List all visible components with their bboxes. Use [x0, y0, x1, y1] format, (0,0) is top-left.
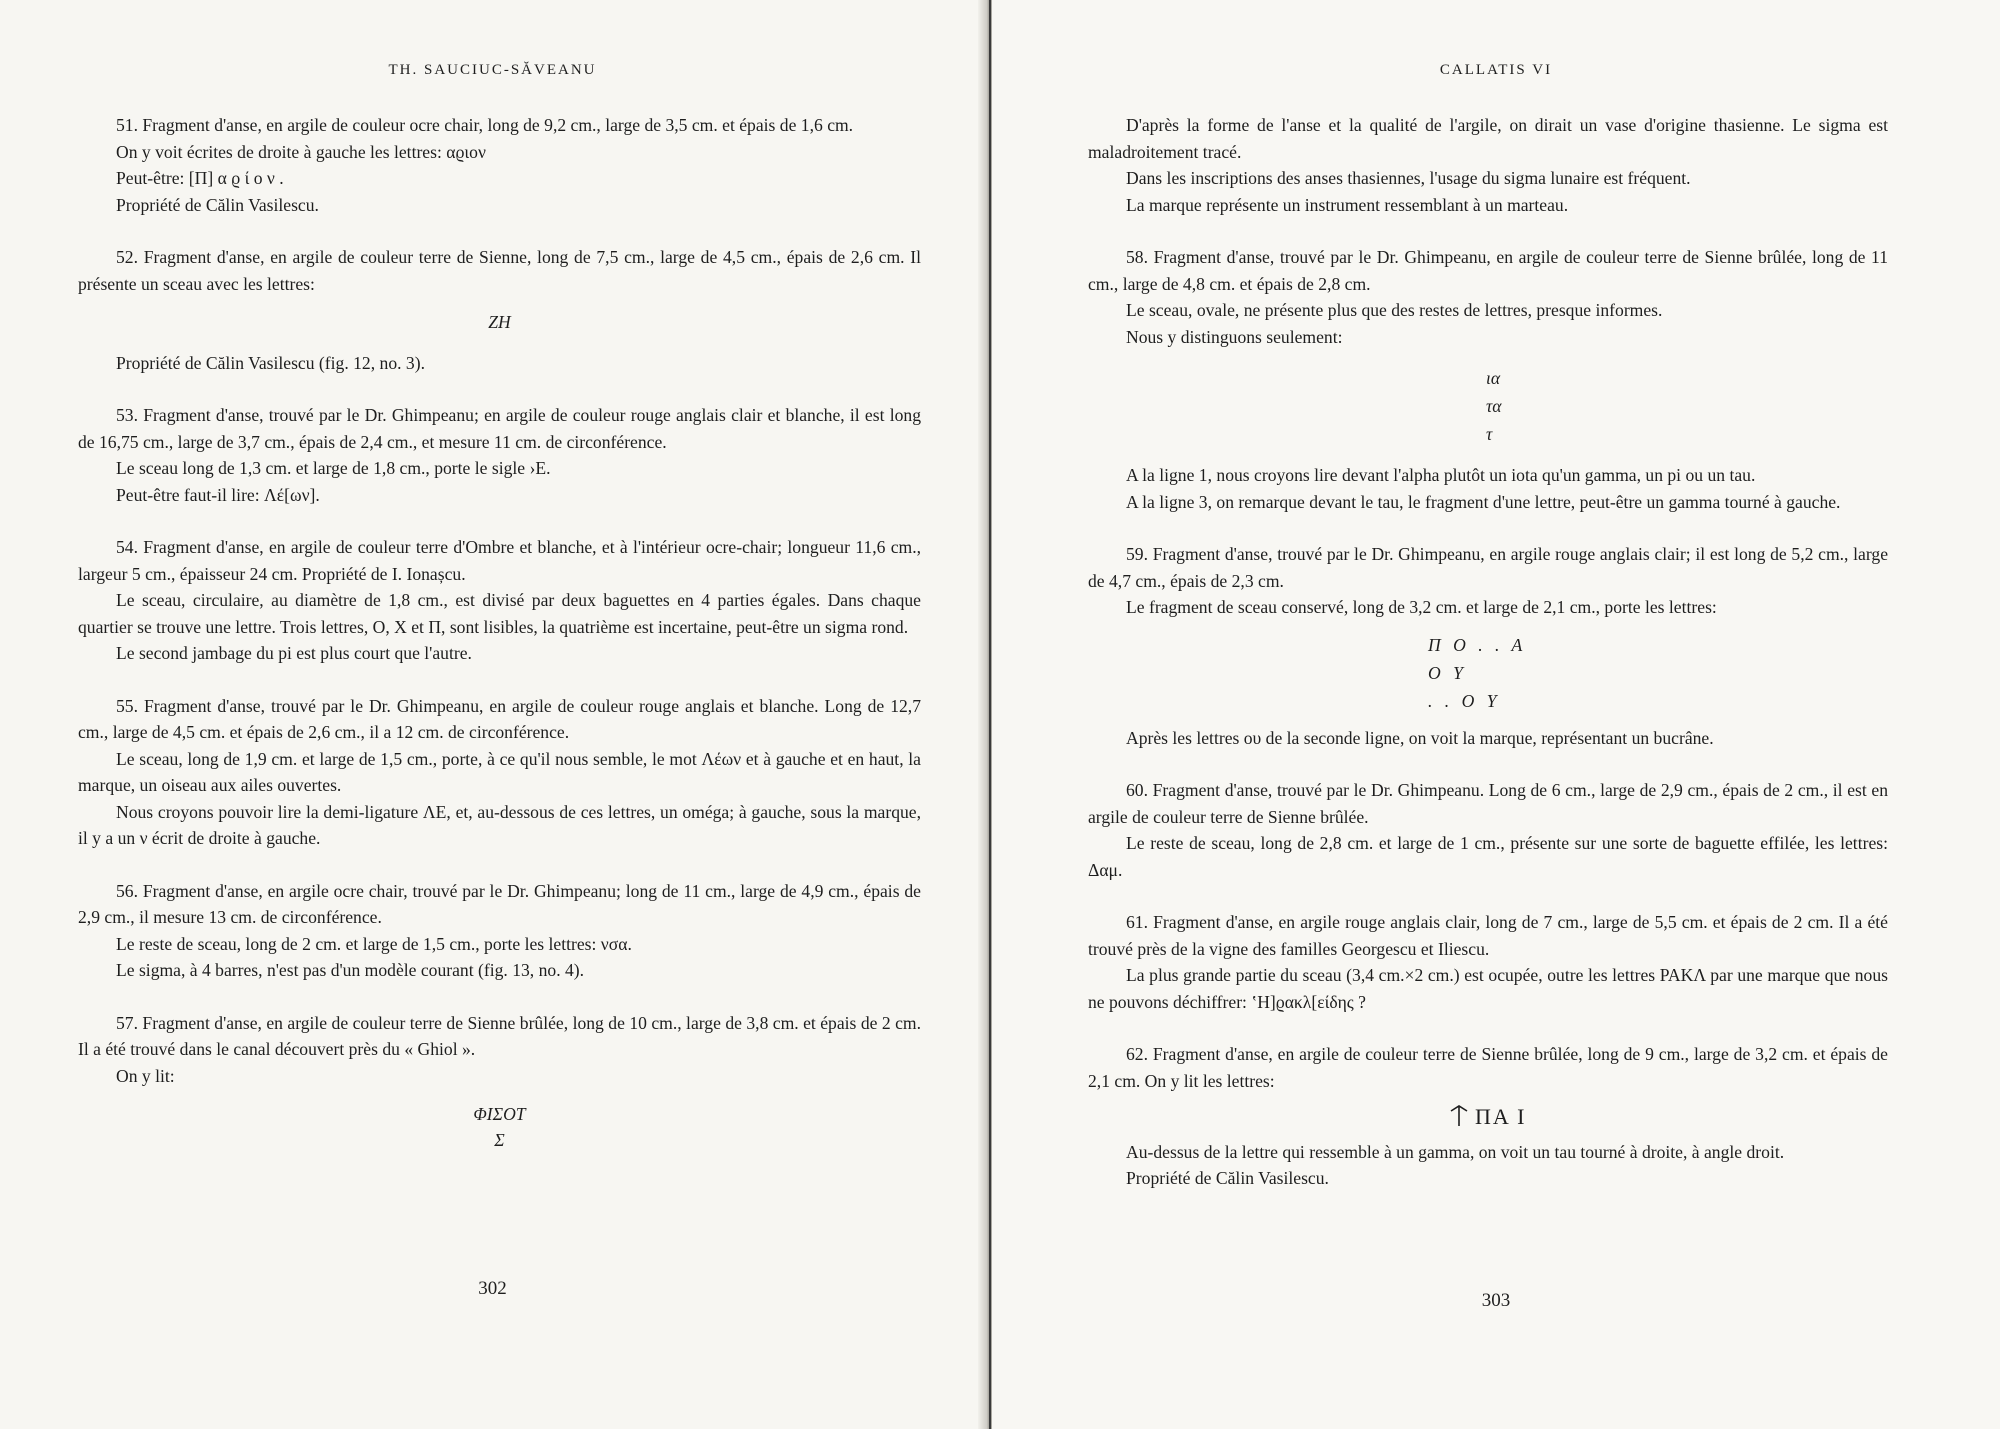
inscription-line: Σ — [494, 1130, 505, 1150]
paragraph: 57. Fragment d'anse, en argile de couleur terre de Sienne brûlée, long de 10 cm., large de 3,8 cm. et épais de 2 cm. Il a été trouvé dans le canal découvert près du « Ghiol ». — [78, 1012, 921, 1059]
paragraph: 55. Fragment d'anse, trouvé par le Dr. Ghimpeanu, en argile de couleur rouge anglais et blanche. Long de 12,7 cm., large de 4,5 cm. et épais de 2,6 cm., il a 12 cm. de circonférence. — [78, 695, 921, 742]
entry-52 — [78, 244, 921, 376]
paragraph: 56. Fragment d'anse, en argile ocre chair, trouvé par le Dr. Ghimpeanu; long de 11 cm., large de 4,9 cm., épais de 2,9 cm., il mesure 13 cm. de circonférence. — [78, 880, 921, 927]
paragraph: 59. Fragment d'anse, trouvé par le Dr. Ghimpeanu, en argile rouge anglais clair; il est long de 5,2 cm., large de 4,7 cm., épais de 2,3 cm. — [1088, 544, 1888, 591]
paragraph: Le sceau, circulaire, au diamètre de 1,8 cm., est divisé par deux baguettes en 4 parties égales. Dans chaque quartier se trouve une lettre. Trois lettres, O, X et Π, sont lisibles, la quatrième est incertaine, peut-être un sigma rond. — [78, 590, 921, 637]
paragraph: Nous y distinguons seulement: — [1126, 326, 1343, 347]
paragraph: Après les lettres ου de la seconde ligne, on voit la marque, représentant un bucrâne. — [1126, 727, 1714, 748]
paragraph: Le sceau long de 1,3 cm. et large de 1,8 cm., porte le sigle ›E. — [116, 458, 551, 478]
entry-54 — [78, 534, 921, 667]
entry-57 — [78, 1010, 921, 1154]
paragraph: 52. Fragment d'anse, en argile de couleur terre de Sienne, long de 7,5 cm., large de 4,5 cm., épais de 2,6 cm. Il présente un sceau avec les lettres: — [78, 247, 921, 294]
inscription-letters — [1088, 631, 1888, 715]
paragraph: Le reste de sceau, long de 2,8 cm. et large de 1 cm., présente sur une sorte de baguette effilée, les lettres: Δαμ. — [1088, 833, 1888, 880]
inscription-line: τ — [1486, 424, 1493, 444]
left-page — [0, 0, 985, 1429]
paragraph: 54. Fragment d'anse, en argile de couleur terre d'Ombre et blanche, et à l'intérieur ocre-chair; longueur 11,6 cm., largeur 5 cm., épaisseur 24 cm. Propriété de I. Ionașcu. — [78, 537, 921, 584]
paragraph: 58. Fragment d'anse, trouvé par le Dr. Ghimpeanu, en argile de couleur terre de Sienne brûlée, long de 11 cm., large de 4,8 cm. et épais de 2,8 cm. — [1088, 247, 1888, 294]
paragraph: Propriété de Călin Vasilescu. — [116, 194, 319, 215]
paragraph: La marque représente un instrument ressemblant à un marteau. — [1126, 194, 1569, 215]
paragraph: Propriété de Călin Vasilescu (fig. 12, no. 3). — [116, 352, 425, 373]
paragraph: Propriété de Călin Vasilescu. — [1126, 1168, 1329, 1188]
page-number-right: 303 — [1481, 1290, 1511, 1311]
spine-line — [989, 0, 991, 1429]
paragraph: Le sceau, ovale, ne présente plus que des restes de lettres, presque informes. — [1126, 300, 1663, 320]
entry-51 — [78, 112, 921, 218]
entry-53 — [78, 402, 921, 508]
paragraph: Le fragment de sceau conservé, long de 3,2 cm. et large de 2,1 cm., porte les lettres: — [1126, 597, 1717, 617]
paragraph: A la ligne 3, on remarque devant le tau, le fragment d'une lettre, peut-être un gamma tourné à gauche. — [1126, 491, 1841, 512]
inscription-letters — [1088, 364, 1888, 448]
paragraph: 62. Fragment d'anse, en argile de couleur terre de Sienne brûlée, long de 9 cm., large de 3,2 cm. et épais de 2,1 cm. On y lit les lettres: — [1088, 1044, 1888, 1091]
paragraph: Nous croyons pouvoir lire la demi-ligature ΛE, et, au-dessous de ces lettres, un oméga; à gauche, sous la marque, il y a un ν écrit de droite à gauche. — [78, 801, 921, 848]
running-header-right: CALLATIS VI — [1439, 62, 1553, 78]
inscription-line: τα — [1486, 396, 1502, 416]
paragraph: Dans les inscriptions des anses thasiennes, l'usage du sigma lunaire est fréquent. — [1126, 168, 1691, 188]
entry-57-continued — [1088, 112, 1888, 218]
paragraph: Le reste de sceau, long de 2 cm. et large de 1,5 cm., porte les lettres: νσα. — [116, 933, 632, 954]
inscription-line: Π Ο . . Α — [1428, 634, 1527, 655]
inscription-line: . . Ο Υ — [1428, 690, 1501, 711]
entry-58 — [1088, 244, 1888, 515]
paragraph: Peut-être: [Π] α ϱ ί ο ν . — [116, 168, 284, 188]
paragraph: La plus grande partie du sceau (3,4 cm.×2 cm.) est ocupée, outre les lettres PAKΛ par une marque que nous ne pouvons déchiffrer: ʽΗ]ϱακλ[είδης ? — [1088, 965, 1888, 1012]
paragraph: Le sceau, long de 1,9 cm. et large de 1,5 cm., porte, à ce qu'il nous semble, le mot Λέων et à gauche et en haut, la marque, un oiseau aux ailes ouvertes. — [78, 748, 921, 795]
seal-inscription — [1088, 1104, 1888, 1131]
running-header-left: TH. SAUCIUC-SĂVEANU — [388, 62, 597, 78]
right-page — [992, 0, 2000, 1429]
entry-60 — [1088, 777, 1888, 883]
inscription-letters: ZH — [488, 312, 511, 332]
paragraph: On y voit écrites de droite à gauche les lettres: αϱιον — [116, 141, 486, 162]
entry-59 — [1088, 541, 1888, 751]
paragraph: Le sigma, à 4 barres, n'est pas d'un modèle courant (fig. 13, no. 4). — [116, 960, 585, 980]
inscription-line: Ο Υ — [1428, 662, 1467, 683]
paragraph: 51. Fragment d'anse, en argile de couleur ocre chair, long de 9,2 cm., large de 3,5 cm. et épais de 1,6 cm. — [116, 115, 854, 135]
left-page-body — [78, 112, 921, 1179]
inscription-letters — [78, 1101, 921, 1153]
entry-56 — [78, 878, 921, 984]
entry-61 — [1088, 909, 1888, 1015]
right-page-body — [1088, 112, 1888, 1218]
page-number-left: 302 — [478, 1278, 507, 1299]
paragraph: Peut-être faut-il lire: Λέ[ων]. — [116, 484, 320, 505]
inscription-line: ΦΙΣΟΤ — [473, 1104, 526, 1124]
paragraph: Le second jambage du pi est plus court que l'autre. — [116, 643, 472, 663]
paragraph: 61. Fragment d'anse, en argile rouge anglais clair, long de 7 cm., large de 5,5 cm. et épais de 2 cm. Il a été trouvé près de la vigne des familles Georgescu et Iliescu. — [1088, 912, 1888, 959]
tau-mark-icon — [1450, 1105, 1468, 1127]
entry-55 — [78, 693, 921, 852]
paragraph: A la ligne 1, nous croyons lire devant l'alpha plutôt un iota qu'un gamma, un pi ou un tau. — [1126, 465, 1756, 485]
paragraph: Au-dessus de la lettre qui ressemble à un gamma, on voit un tau tourné à droite, à angle droit. — [1126, 1141, 1785, 1162]
inscription-line: ια — [1486, 368, 1501, 388]
seal-letters: ΠΑ Ι — [1475, 1104, 1527, 1129]
paragraph: 60. Fragment d'anse, trouvé par le Dr. Ghimpeanu. Long de 6 cm., large de 2,9 cm., épais de 2 cm., il est en argile de couleur terre de Sienne brûlée. — [1088, 780, 1888, 827]
paragraph: 53. Fragment d'anse, trouvé par le Dr. Ghimpeanu; en argile de couleur rouge anglais clair et blanche, il est long de 16,75 cm., large de 3,7 cm., épais de 2,4 cm., et mesure 11 cm. de circonférence. — [78, 405, 921, 452]
paragraph: On y lit: — [116, 1065, 175, 1086]
paragraph: D'après la forme de l'anse et la qualité de l'argile, on dirait un vase d'origine thasienne. Le sigma est maladroitement tracé. — [1088, 115, 1888, 162]
entry-62 — [1088, 1041, 1888, 1192]
